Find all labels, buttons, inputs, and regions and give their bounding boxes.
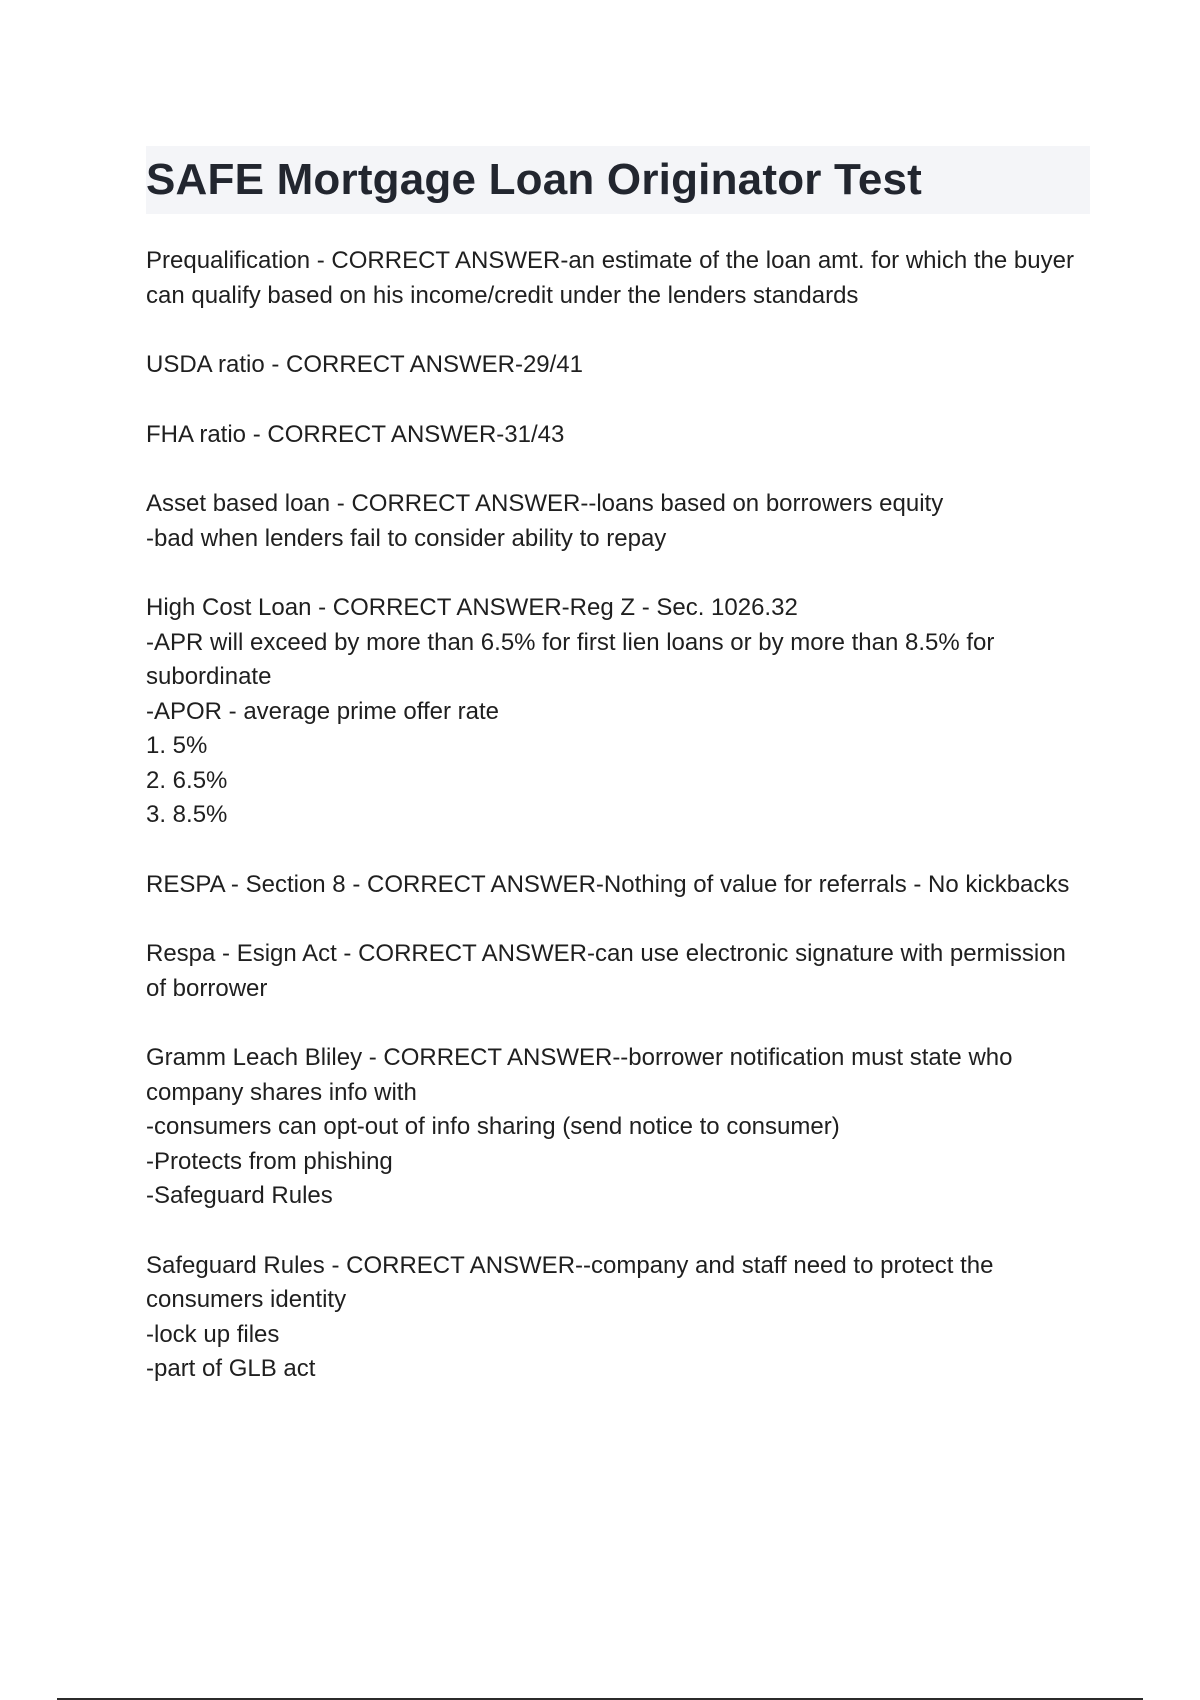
entry-line: Respa - Esign Act - CORRECT ANSWER-can use electronic signature with permission of borrower <box>146 940 1066 1002</box>
entry-line: -APOR - average prime offer rate <box>146 697 500 725</box>
entry-line: Safeguard Rules - CORRECT ANSWER--company and staff need to protect the consumers identity <box>146 1251 994 1313</box>
entry-line: -Protects from phishing <box>146 1147 393 1175</box>
entry-line: -lock up files <box>146 1320 280 1348</box>
entry-line: FHA ratio - CORRECT ANSWER-31/43 <box>146 420 565 448</box>
entry-line: Asset based loan - CORRECT ANSWER--loans based on borrowers equity <box>146 490 944 517</box>
entry-high-cost-loan <box>146 591 1090 833</box>
entry-respa-section-8 <box>146 868 1090 903</box>
entry-line: Gramm Leach Bliley - CORRECT ANSWER--borrower notification must state who company shares info with <box>146 1044 1013 1106</box>
entry-line: High Cost Loan - CORRECT ANSWER-Reg Z - Sec. 1026.32 <box>146 594 798 621</box>
entry-line: 1. 5% <box>146 732 208 759</box>
title-banner <box>146 146 1090 214</box>
entry-line: -APR will exceed by more than 6.5% for first lien loans or by more than 8.5% for subordinate <box>146 628 995 690</box>
entry-line: 3. 8.5% <box>146 801 228 828</box>
entry-prequalification <box>146 244 1090 313</box>
entry-line: -part of GLB act <box>146 1355 316 1382</box>
entry-usda-ratio <box>146 348 1090 383</box>
entry-line: -consumers can opt-out of info sharing (send notice to consumer) <box>146 1113 840 1140</box>
document-title: SAFE Mortgage Loan Originator Test <box>146 155 923 204</box>
entry-line: USDA ratio - CORRECT ANSWER-29/41 <box>146 351 584 378</box>
entry-line: Prequalification - CORRECT ANSWER-an estimate of the loan amt. for which the buyer can qualify based on his income/credit under the lenders standards <box>146 247 1074 309</box>
entry-gramm-leach-bliley <box>146 1041 1090 1214</box>
entry-respa-esign-act <box>146 937 1090 1006</box>
document-content <box>146 244 1090 1422</box>
entry-line: -bad when lenders fail to consider ability to repay <box>146 524 667 552</box>
entry-fha-ratio <box>146 418 1090 453</box>
entry-safeguard-rules <box>146 1249 1090 1387</box>
entry-line: -Safeguard Rules <box>146 1182 333 1209</box>
entry-line: 2. 6.5% <box>146 766 228 794</box>
entry-asset-based-loan <box>146 487 1090 556</box>
entry-line: RESPA - Section 8 - CORRECT ANSWER-Nothing of value for referrals - No kickbacks <box>146 870 1070 898</box>
